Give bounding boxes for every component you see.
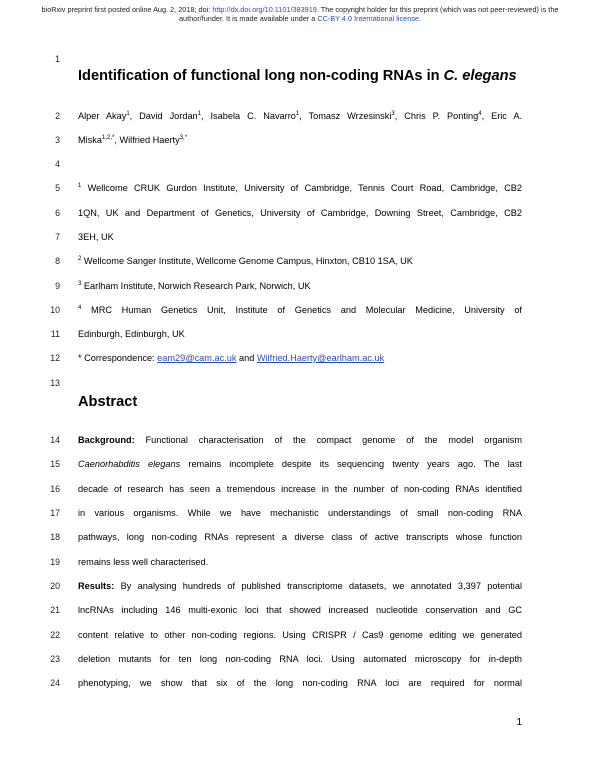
results-line [78, 580, 522, 592]
line-number: 8 [55, 256, 60, 266]
author-name: , David Jordan [129, 111, 198, 121]
affiliation-marker: 4 [78, 304, 82, 311]
author-name: Alper Akay [78, 111, 127, 121]
email-link-2[interactable]: Wilfried.Haerty@earlham.ac.uk [256, 353, 385, 363]
line-number: 20 [50, 581, 60, 591]
author-name: , Isabela C. Navarro [201, 111, 296, 121]
author-line-2 [78, 134, 522, 146]
line-number: 11 [50, 329, 60, 339]
line-number: 21 [50, 605, 60, 615]
affiliation-marker: 3 [391, 110, 395, 117]
results-line: deletion mutants for ten long non-coding RNA loci. Using automated microscopy for in-depth [78, 654, 522, 664]
affiliation-4-cont: Edinburgh, Edinburgh, UK [78, 329, 185, 339]
line-number: 4 [55, 159, 60, 169]
affiliation-marker: 1 [126, 110, 130, 117]
author-name: , Wilfried Haerty [114, 135, 180, 145]
preprint-header [40, 5, 560, 23]
affiliation-1-cont: 1QN, UK and Department of Genetics, University of Cambridge, Downing Street, Cambridge, CB2 [78, 208, 522, 218]
background-line [78, 434, 522, 446]
affiliation-1 [78, 182, 522, 194]
author-name: Miska [78, 135, 102, 145]
affiliation-marker: 1 [78, 182, 82, 189]
abstract-text: remains incomplete despite its sequencing twenty years ago. The last [180, 459, 522, 469]
results-line: content relative to other non-coding regions. Using CRISPR / Cas9 genome editing we generated [78, 630, 522, 640]
correspondence-label: * Correspondence: [78, 353, 158, 363]
author-line-1 [78, 110, 522, 122]
affiliation-2 [78, 255, 522, 267]
line-number: 24 [50, 678, 60, 688]
line-number: 3 [55, 135, 60, 145]
affiliation-text: Earlham Institute, Norwich Research Park, Norwich, UK [81, 281, 311, 291]
line-number: 12 [50, 353, 60, 363]
affiliation-marker: 3 [78, 280, 82, 287]
affiliation-marker: 2 [78, 255, 82, 262]
header-text-middle: . The copyright holder for this preprint (which was not peer-reviewed) is the author/funder. It is made available under a [178, 5, 559, 23]
affiliation-text: Wellcome CRUK Gurdon Institute, University of Cambridge, Tennis Court Road, Cambridge, CB2 [81, 183, 522, 193]
abstract-text: Functional characterisation of the compact genome of the model organism [134, 435, 522, 445]
line-number: 16 [50, 484, 60, 494]
line-number: 17 [50, 508, 60, 518]
background-line: remains less well characterised. [78, 557, 209, 567]
affiliation-marker: 1,2,* [102, 134, 115, 141]
affiliation-marker: 4 [478, 110, 482, 117]
author-name: , Tomasz Wrzesinski [299, 111, 392, 121]
title-main: Identification of functional long non-coding RNAs in [78, 68, 444, 84]
line-number: 19 [50, 557, 60, 567]
background-line: pathways, long non-coding RNAs represent a diverse class of active transcripts whose function [78, 532, 522, 542]
line-number: 1 [55, 54, 60, 64]
line-number: 23 [50, 654, 60, 664]
line-number: 18 [50, 532, 60, 542]
affiliation-marker: 1 [295, 110, 300, 117]
doi-link[interactable]: http://dx.doi.org/10.1101/383919 [212, 5, 317, 14]
line-number: 22 [50, 630, 60, 640]
background-line: decade of research has seen a tremendous increase in the number of non-coding RNAs identified [78, 484, 522, 494]
line-number: 13 [50, 378, 60, 388]
abstract-text: By analysing hundreds of published transcriptome datasets, we annotated 3,397 potential [114, 581, 522, 591]
affiliation-1-cont: 3EH, UK [78, 232, 114, 242]
background-label: Background: [78, 435, 135, 445]
abstract-heading: Abstract [78, 394, 138, 410]
line-number: 14 [50, 435, 60, 445]
line-number: 6 [55, 208, 60, 218]
header-text-after: . [418, 14, 422, 23]
background-line: in various organisms. While we have mechanistic understandings of small non-coding RNA [78, 508, 522, 518]
species-name: Caenorhabditis elegans [78, 459, 181, 469]
email-link-1[interactable]: eam29@cam.ac.uk [157, 353, 237, 363]
results-line: phenotyping, we show that six of the long non-coding RNA loci are required for normal [78, 678, 522, 688]
line-number: 10 [50, 305, 60, 315]
results-label: Results: [78, 581, 115, 591]
affiliation-text: MRC Human Genetics Unit, Institute of Genetics and Molecular Medicine, University of [81, 305, 522, 315]
author-name: , Eric A. [481, 111, 523, 121]
line-number: 9 [55, 281, 60, 291]
paper-title [78, 67, 528, 85]
author-name: , Chris P. Ponting [394, 111, 479, 121]
license-link[interactable]: CC-BY 4.0 International license [317, 14, 419, 23]
affiliation-4 [78, 304, 522, 316]
line-number: 5 [55, 183, 60, 193]
background-line [78, 458, 522, 470]
affiliation-text: Wellcome Sanger Institute, Wellcome Genome Campus, Hinxton, CB10 1SA, UK [81, 256, 413, 266]
correspondence-and: and [236, 353, 257, 363]
affiliation-marker: 3,* [179, 134, 188, 141]
affiliation-3 [78, 280, 522, 292]
title-species: C. elegans [443, 68, 517, 84]
page-number: 1 [516, 717, 522, 728]
line-number: 15 [50, 459, 60, 469]
affiliation-marker: 1 [197, 110, 202, 117]
correspondence [78, 352, 522, 364]
results-line: lncRNAs including 146 multi-exonic loci that showed increased nucleotide conservation and GC [78, 605, 522, 615]
line-number: 2 [55, 111, 60, 121]
header-text-before: bioRxiv preprint first posted online Aug. 2, 2018; doi: [41, 5, 213, 14]
line-number: 7 [55, 232, 60, 242]
